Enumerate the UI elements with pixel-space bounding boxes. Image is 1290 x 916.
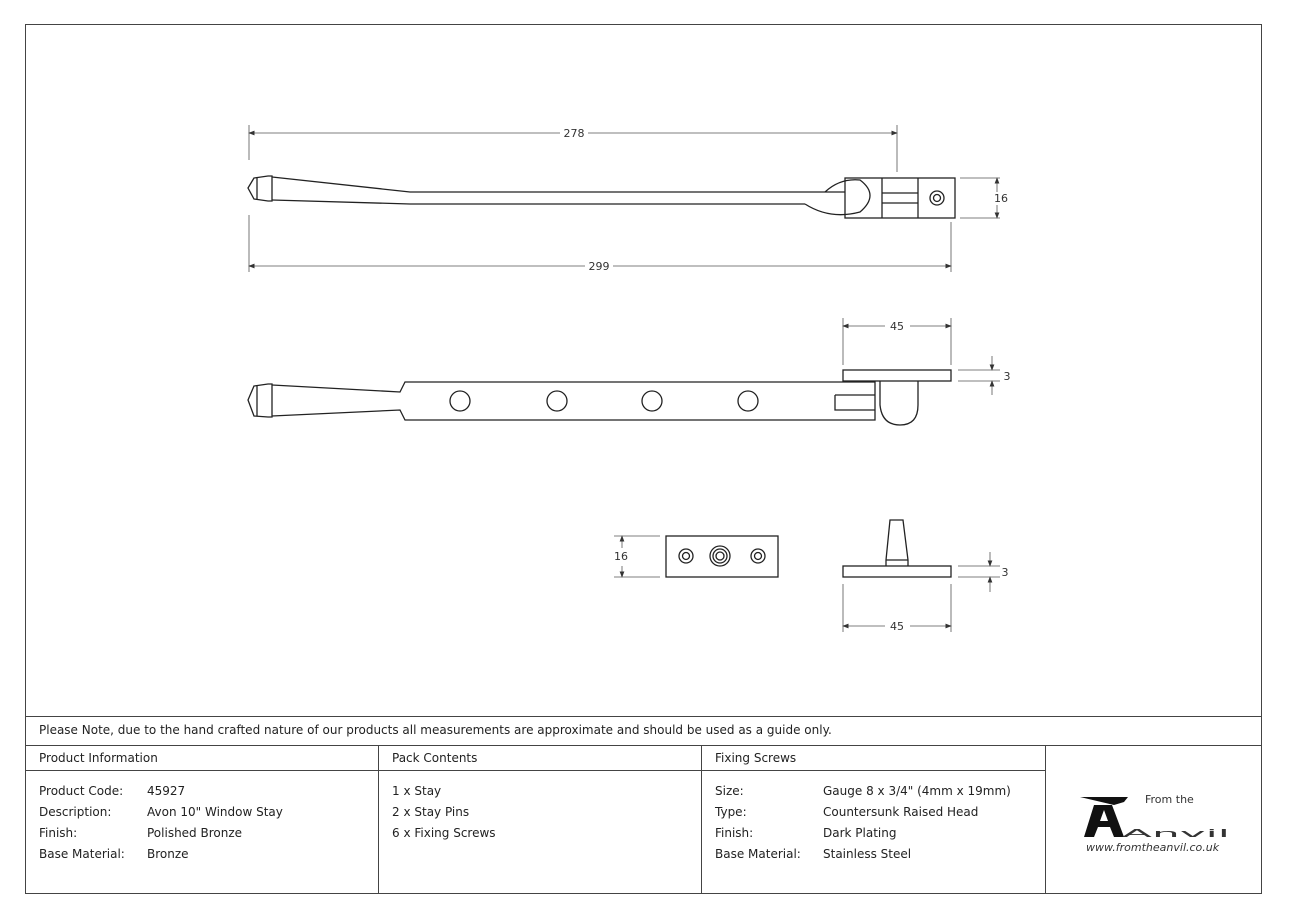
pi-value: Polished Bronze (147, 826, 243, 840)
pi-key: Description: (39, 805, 112, 819)
from-the-anvil-logo (1078, 785, 1238, 855)
fs-key: Size: (715, 784, 744, 798)
pi-key: Product Code: (39, 784, 124, 798)
pack-item: 6 x Fixing Screws (392, 826, 496, 840)
fs-value: Countersunk Raised Head (823, 805, 979, 819)
dim-299: 299 (588, 260, 610, 273)
pi-value: 45927 (147, 784, 186, 798)
logo-from-the: From the (1145, 793, 1194, 806)
dim-16-plate: 16 (614, 550, 628, 563)
logo-url: www.fromtheanvil.co.uk (1086, 841, 1220, 854)
disclaimer-note: Please Note, due to the hand crafted nature of our products all measurements are approximate and should be used as a guide only. (25, 716, 1262, 746)
product-information (25, 745, 379, 894)
pack-contents (378, 745, 702, 894)
fs-key: Type: (715, 805, 747, 819)
fixing-screws-title: Fixing Screws (701, 745, 1045, 771)
dim-45-top: 45 (890, 320, 904, 333)
side-view-dimensions (843, 318, 1000, 395)
dim-3-pin: 3 (1001, 566, 1009, 579)
dim-16-block: 16 (994, 192, 1008, 205)
top-view-dimensions (249, 125, 1000, 272)
pi-value: Avon 10" Window Stay (147, 805, 283, 819)
pi-key: Finish: (39, 826, 78, 840)
fs-key: Base Material: (715, 847, 801, 861)
dim-3-top: 3 (1003, 370, 1011, 383)
stay-pin (843, 520, 951, 577)
stay-top-view (248, 176, 955, 218)
keep-plate (666, 536, 778, 577)
dim-278: 278 (563, 127, 585, 140)
fs-value: Gauge 8 x 3/4" (4mm x 19mm) (823, 784, 1011, 798)
product-info-title: Product Information (25, 745, 378, 771)
stay-side-view (248, 370, 951, 425)
fs-value: Dark Plating (823, 826, 897, 840)
logo-anvil: Anvil (1122, 827, 1230, 840)
pack-contents-title: Pack Contents (378, 745, 701, 771)
pack-item: 1 x Stay (392, 784, 442, 798)
fs-key: Finish: (715, 826, 754, 840)
pack-item: 2 x Stay Pins (392, 805, 470, 819)
fixing-screws (701, 745, 1046, 894)
fs-value: Stainless Steel (823, 847, 912, 861)
pin-dimensions (843, 552, 1000, 632)
pi-value: Bronze (147, 847, 189, 861)
pi-key: Base Material: (39, 847, 125, 861)
dim-45-pin: 45 (890, 620, 904, 633)
